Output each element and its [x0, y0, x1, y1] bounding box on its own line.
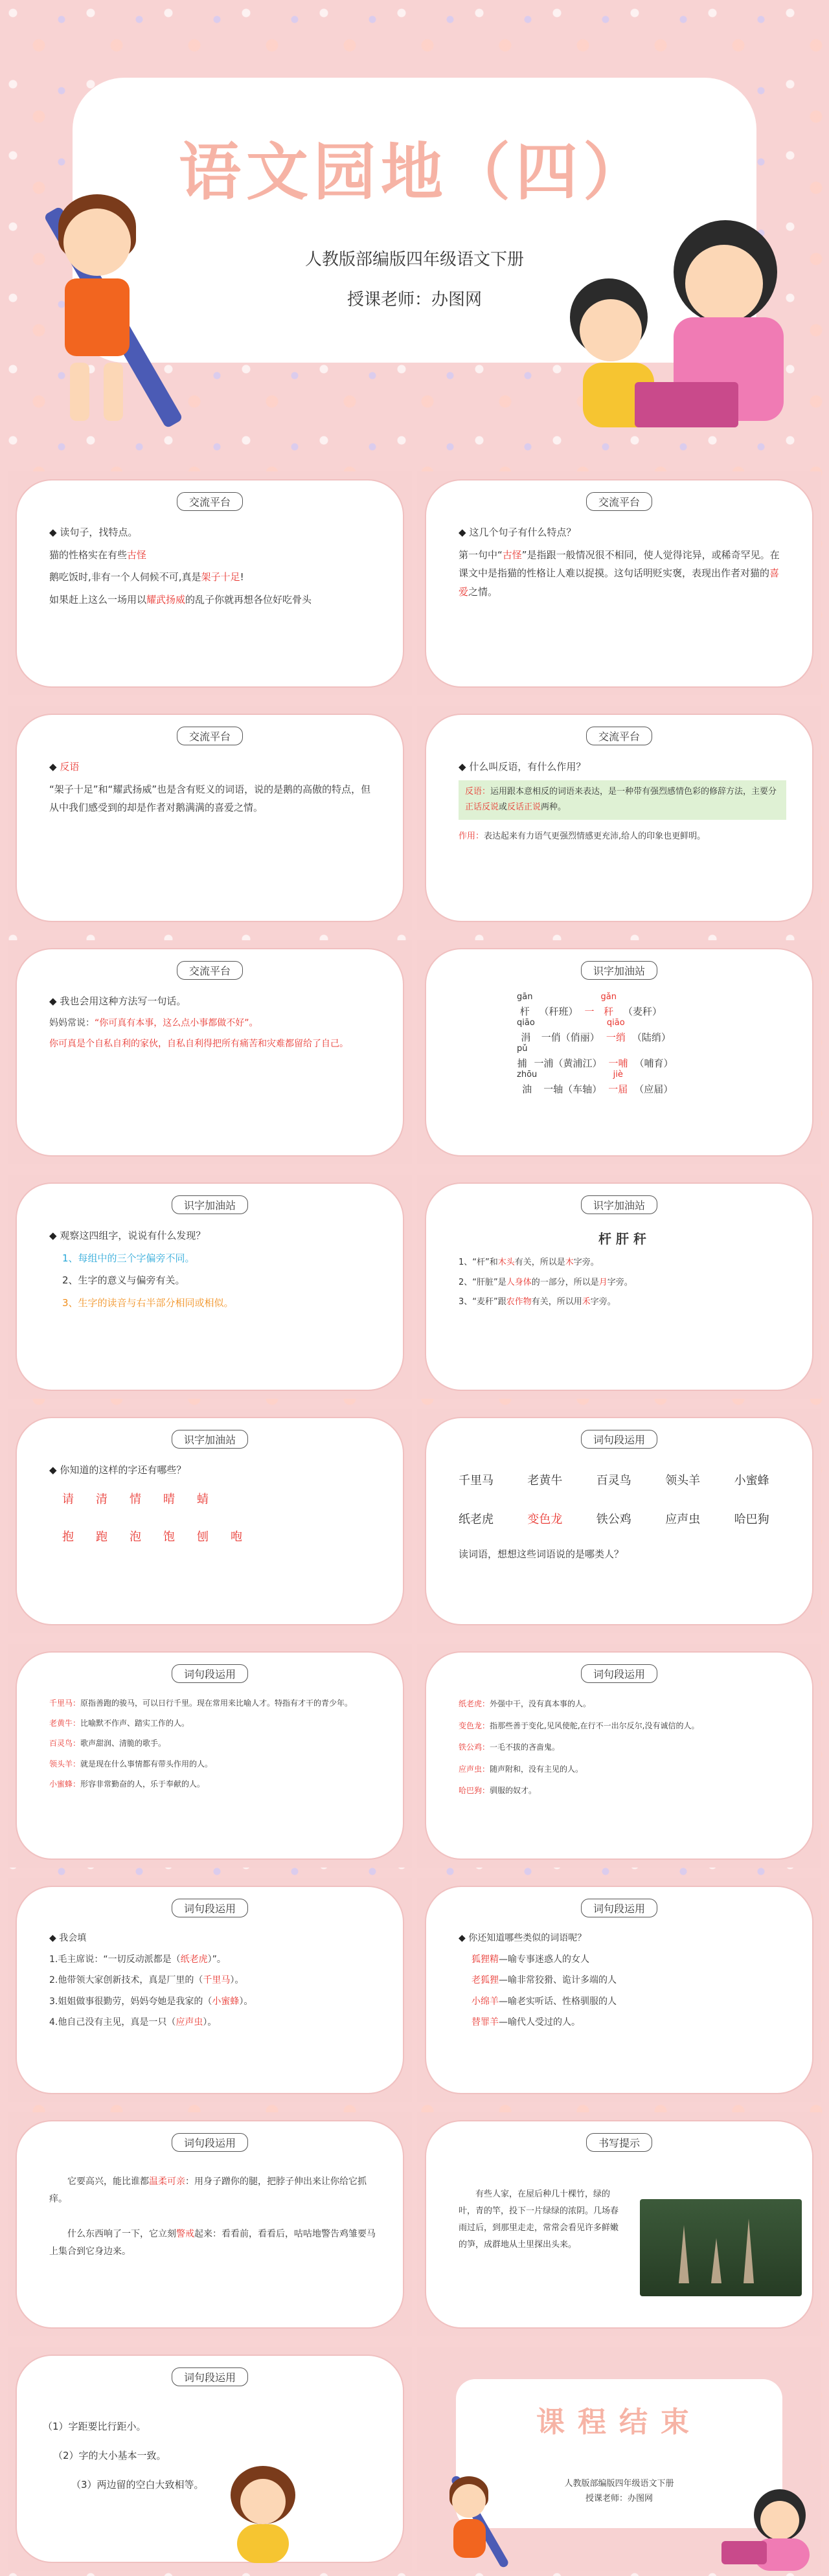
- text: 铁公鸡：: [459, 1743, 490, 1752]
- text: 咆: [231, 1530, 242, 1544]
- text: 人身体: [506, 1277, 532, 1287]
- slide-tag: 词句段运用: [172, 1664, 248, 1683]
- text: 喜爱: [459, 567, 780, 598]
- text: 读词语，想想这些词语说的是哪类人？: [459, 1548, 624, 1561]
- slide-7: [8, 1175, 412, 1399]
- text: ◆ 我也会用这种方法写一句话。: [49, 992, 377, 1011]
- pinyin-row: [517, 1046, 786, 1072]
- text: 千里马: [459, 1474, 494, 1487]
- text: 纸老虎: [180, 1954, 208, 1965]
- slide-tag: 词句段运用: [581, 1430, 657, 1449]
- text: 有关，所以是: [514, 1258, 565, 1267]
- slide-card: [16, 1417, 404, 1625]
- text: 授课老师：办图网: [585, 2494, 653, 2504]
- text: —喻非常狡猾、诡计多端的人: [499, 1975, 617, 1986]
- slide-card: [425, 479, 813, 688]
- text: qiāo: [606, 1018, 625, 1028]
- slide-6: [417, 940, 821, 1164]
- text: 饱: [163, 1530, 175, 1544]
- text: 替罪羊: [471, 2017, 499, 2028]
- slide-card: [16, 948, 404, 1157]
- slide-tag: 书写提示: [586, 2133, 652, 2152]
- text: 反话正说: [507, 802, 541, 813]
- text: 纸老虎: [459, 1513, 494, 1527]
- text: “你可真有本事，这么点小事都做不好”。: [95, 1017, 258, 1028]
- text: （1）字距要比行距小。: [43, 2421, 146, 2432]
- text: 应声虫：: [459, 1764, 490, 1774]
- text: 4.他自己没有主见，真是一只（: [49, 2017, 176, 2028]
- slide-tag: 词句段运用: [172, 1899, 248, 1917]
- text: （2）字的大小基本一致。: [53, 2450, 166, 2461]
- text: 的一部分，所以是: [531, 1277, 599, 1287]
- pinyin-row: [517, 1018, 786, 1046]
- text: 1、“杆”和: [459, 1258, 498, 1267]
- text: 3、“麦秆”跟: [459, 1297, 506, 1307]
- end-title: 课程结束: [536, 2406, 702, 2439]
- text: 狐狸精: [471, 1954, 499, 1965]
- text: ）。: [230, 1975, 244, 1986]
- text: —喻专事迷惑人的女人: [499, 1954, 589, 1965]
- slide-tag: 词句段运用: [581, 1899, 657, 1917]
- slide-2: [417, 471, 821, 695]
- text: pǔ: [517, 1044, 528, 1054]
- teacher: 授课老师：办图网: [346, 290, 482, 310]
- text: 两种。: [541, 802, 567, 813]
- text: 人教版部编版四年级语文下册: [564, 2479, 674, 2489]
- text: 如果赶上这么一场用以: [49, 593, 147, 605]
- text: 百灵鸟: [596, 1474, 631, 1487]
- text: 小蜜蜂：: [49, 1779, 81, 1789]
- slide-16: [417, 2112, 821, 2336]
- text: 架子十足: [201, 571, 240, 583]
- slide-1: [8, 471, 412, 695]
- text: 秆: [604, 1005, 614, 1017]
- text: 歌声甜润、清脆的歌手。: [80, 1739, 166, 1748]
- text: 一轴（车轴）: [543, 1083, 602, 1095]
- slide-tag: 交流平台: [177, 961, 243, 980]
- text: 外强中干，没有真本事的人。: [490, 1699, 591, 1708]
- text: （陆绡）: [631, 1031, 671, 1043]
- text: 应声虫: [176, 2017, 203, 2028]
- text: 2、生字的意义与偏旁有关。: [62, 1274, 185, 1286]
- text: —喻代人受过的人。: [499, 2017, 580, 2028]
- text: （应届）: [634, 1083, 674, 1095]
- slide-11: [8, 1644, 412, 1868]
- title-card: [73, 78, 756, 363]
- text: 1.毛主席说：“一切反动派都是（: [49, 1954, 181, 1965]
- text: 作用：: [459, 831, 484, 841]
- text: 一: [584, 1005, 595, 1017]
- text: 一俏（俏丽）: [541, 1031, 600, 1043]
- text: ）。: [203, 2017, 217, 2028]
- text: qiāo: [517, 1018, 535, 1028]
- text: 捕: [517, 1057, 527, 1069]
- text: 原指善跑的骏马，可以日行千里。现在常用来比喻人才。特指有才干的青少年。: [80, 1699, 353, 1708]
- slide-tag: 交流平台: [177, 727, 243, 745]
- text: 有关，所以用: [531, 1297, 582, 1307]
- text: gǎn: [600, 992, 617, 1002]
- text: （3）两边留的空白大致相等。: [71, 2479, 204, 2491]
- text: 小蜜蜂: [734, 1474, 769, 1487]
- text: 变色龙：: [459, 1721, 490, 1730]
- pinyin-row: [517, 1072, 786, 1098]
- text: 杆: [519, 1005, 530, 1017]
- text: jiè: [613, 1070, 623, 1080]
- text: 形容非常勤奋的人，乐于奉献的人。: [80, 1779, 205, 1789]
- slide-card: [425, 1417, 813, 1625]
- slide-card: [425, 1886, 813, 2094]
- text: 刨: [197, 1530, 209, 1544]
- slide-tag: 交流平台: [586, 727, 652, 745]
- text: 千里马: [203, 1975, 231, 1986]
- slide-4: [417, 706, 821, 930]
- text: 运用跟本意相反的词语来表达，是一种带有强烈感情色彩的修辞方法，主要分: [490, 786, 777, 797]
- slide-tag: 识字加油站: [581, 961, 657, 980]
- slide-card: [425, 1651, 813, 1860]
- text: ◆ 你知道的这样的字还有哪些？: [49, 1461, 377, 1480]
- slide-13: [8, 1878, 412, 2102]
- text: 老黄牛: [527, 1474, 563, 1487]
- text: “架子十足”和“耀武扬威”也是含有贬义的词语，说的是鹅的高傲的特点，但从中我们感受到的却是作者对鹅满满的喜爱之情。: [49, 783, 371, 813]
- text: ◆ 读句子，找特点。: [49, 523, 377, 542]
- text: 1、每组中的三个字偏旁不同。: [62, 1252, 195, 1264]
- text: 哈巴狗: [734, 1513, 769, 1527]
- slide-tag: 交流平台: [586, 492, 652, 511]
- text: 木头: [497, 1258, 515, 1267]
- text: 起来：看看前，看看后，咕咕地警告鸡雏要马上集合到它身边来。: [49, 2229, 376, 2257]
- slide-tag: 词句段运用: [172, 2133, 248, 2152]
- text: 抱: [62, 1530, 74, 1544]
- text: 3、生字的读音与右半部分相同或相似。: [62, 1296, 234, 1309]
- text: 有些人家，在屋后种几十棵竹，绿的叶，青的竿，投下一片绿绿的浓阴。几场春雨过后，到那里走走，常常会看见许多鲜嫩的笋，成群地从土里探出头来。: [459, 2189, 619, 2250]
- text: 纸老虎：: [459, 1699, 490, 1708]
- text: 2.他带领大家创新技术，真是厂里的（: [49, 1975, 203, 1986]
- text: 什么东西响了一下，它立刻: [67, 2229, 176, 2240]
- text: ◆ 我会填: [49, 1930, 377, 1947]
- text: 字旁。: [573, 1258, 599, 1267]
- text: 一毛不拔的吝啬鬼。: [490, 1743, 560, 1752]
- text: 字旁。: [607, 1277, 633, 1287]
- slide-tag: 识字加油站: [581, 1195, 657, 1214]
- text: —喻老实听话、性格驯服的人: [499, 1996, 617, 2007]
- slide-10: [417, 1409, 821, 1633]
- text: 比喻默不作声、踏实工作的人。: [80, 1719, 190, 1728]
- slide-card: [425, 714, 813, 922]
- text: 涓: [521, 1031, 531, 1043]
- subtitle: 人教版部编版四年级语文下册: [304, 250, 524, 269]
- text: 哈巴狗：: [459, 1786, 490, 1796]
- text: 古怪: [127, 548, 147, 561]
- text: gān: [517, 992, 533, 1002]
- slide-12: [417, 1644, 821, 1868]
- text: 变色龙: [527, 1513, 563, 1527]
- slide-5: [8, 940, 412, 1164]
- text: 它要高兴，能比谁都: [67, 2176, 149, 2187]
- text: 3.姐姐做事很勤劳，妈妈夸她是我家的（: [49, 1996, 212, 2007]
- text: 鹅吃饭时,非有一个人伺候不可,真是: [49, 571, 201, 583]
- text: 一届: [608, 1083, 628, 1095]
- slide-card: [425, 948, 813, 1157]
- bamboo-shoots-photo: [640, 2199, 802, 2296]
- text: 耀武扬威: [146, 593, 186, 605]
- slide-card: [16, 479, 404, 688]
- slide-tag: 识字加油站: [172, 1195, 248, 1214]
- text: ：用身子蹭你的腿，把脖子伸出来让你给它抓痒。: [49, 2176, 367, 2204]
- text: 蜻: [197, 1492, 209, 1506]
- text: 领头羊：: [49, 1759, 81, 1768]
- slide-card: [16, 2120, 404, 2329]
- text: !: [240, 571, 244, 583]
- title: 语文园地（四）: [179, 136, 650, 209]
- text: 铁公鸡: [596, 1513, 631, 1527]
- text: ）。: [239, 1996, 253, 2007]
- slide-17: [8, 2347, 412, 2571]
- text: 跑: [96, 1530, 108, 1544]
- text: 反语：: [465, 786, 491, 797]
- text: 指那些善于变化,见风使舵,在行不一出尔反尔,没有诚信的人。: [490, 1721, 699, 1730]
- text: 正话反说: [465, 802, 499, 813]
- slide-8: [417, 1175, 821, 1399]
- text: 就是现在什么事情都有带头作用的人。: [80, 1759, 213, 1768]
- text: 情: [130, 1492, 141, 1506]
- text: 警戒: [176, 2229, 194, 2240]
- text: ◆ 反语: [49, 758, 377, 776]
- text: （麦秆）: [622, 1005, 662, 1017]
- text: ）”。: [207, 1954, 226, 1965]
- text: 表达起来有力语气更强烈情感更充沛,给人的印象也更鲜明。: [484, 831, 706, 841]
- slide-14: [417, 1878, 821, 2102]
- text: （哺育）: [634, 1057, 674, 1069]
- text: 月: [598, 1277, 608, 1287]
- text: ◆ 什么叫反语，有什么作用？: [459, 758, 786, 776]
- text: 杆 肝 秆: [598, 1231, 646, 1247]
- text: 猫的性格实在有些: [49, 548, 128, 561]
- slide-15: [8, 2112, 412, 2336]
- text: 小蜜蜂: [212, 1996, 240, 2007]
- slide-card: [425, 1182, 813, 1391]
- slide-card: [16, 1886, 404, 2094]
- text: 清: [96, 1492, 108, 1506]
- text: 或: [499, 802, 508, 813]
- text: 一绡: [606, 1031, 626, 1043]
- text: 第一句中“: [459, 548, 503, 561]
- text: ◆ 这几个句子有什么特点？: [459, 523, 786, 542]
- text: 请: [62, 1492, 74, 1506]
- slide-tag: 识字加油站: [172, 1430, 248, 1449]
- text: 千里马：: [49, 1699, 81, 1708]
- text: 一浦（黄浦江）: [534, 1057, 602, 1069]
- text: 晴: [163, 1492, 175, 1506]
- text: ”是指跟一般情况很不相同，使人觉得诧异，或稀奇罕见。在课文中是指猫的性格让人难以捉摸。这句话明贬实褒，表现出作者对猫的: [459, 548, 780, 579]
- slide-9: [8, 1409, 412, 1633]
- text: 你可真是个自私自利的家伙，自私自利得把所有痛苦和灾难都留给了自己。: [49, 1039, 348, 1050]
- text: 妈妈常说：: [49, 1017, 95, 1028]
- text: 泡: [130, 1530, 141, 1544]
- text: 农作物: [506, 1297, 532, 1307]
- text: 木: [565, 1258, 574, 1267]
- text: 百灵鸟：: [49, 1739, 81, 1748]
- slide-card: [425, 2120, 813, 2329]
- text: 驯服的奴才。: [490, 1786, 537, 1796]
- slide-18: [417, 2347, 821, 2571]
- text: 老狐狸: [471, 1975, 499, 1986]
- slide-card: [16, 714, 404, 922]
- text: 领头羊: [665, 1474, 701, 1487]
- slide-card: [16, 1182, 404, 1391]
- text: 禾: [582, 1297, 591, 1307]
- slide-card: [16, 2355, 404, 2563]
- slide-tag: 词句段运用: [581, 1664, 657, 1683]
- text: 之情。: [468, 585, 498, 598]
- text: ◆ 你还知道哪些类似的词语呢？: [459, 1930, 786, 1947]
- text: 老黄牛：: [49, 1719, 81, 1728]
- text: 的乱子你就再想各位好吃骨头: [185, 593, 312, 605]
- text: 油: [522, 1083, 532, 1095]
- slide-tag: 词句段运用: [172, 2367, 248, 2386]
- text: 随声附和，没有主见的人。: [490, 1764, 584, 1774]
- pinyin-row: [517, 992, 786, 1021]
- text: 温柔可亲: [149, 2176, 185, 2187]
- text: 2、“肝脏”是: [459, 1277, 506, 1287]
- text: 一哺: [608, 1057, 628, 1069]
- text: （秆班）: [539, 1005, 578, 1017]
- text: zhōu: [517, 1070, 538, 1080]
- slide-tag: 交流平台: [177, 492, 243, 511]
- text: 字旁。: [590, 1297, 616, 1307]
- slide-card: [16, 1651, 404, 1860]
- title-slide: [0, 0, 829, 466]
- text: 小绵羊: [471, 1996, 499, 2007]
- text: 应声虫: [665, 1513, 701, 1527]
- text: 古怪: [502, 548, 522, 561]
- text: ◆ 观察这四组字，说说有什么发现？: [49, 1226, 377, 1245]
- slide-3: [8, 706, 412, 930]
